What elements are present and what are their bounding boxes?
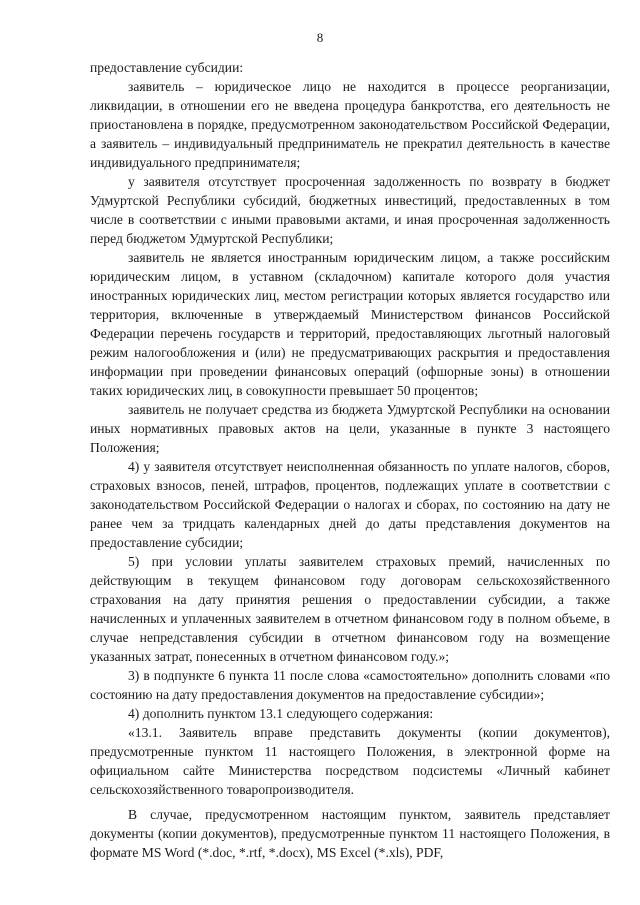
page-number: 8 (316, 30, 324, 45)
paragraph-item-3-amendment: 3) в подпункте 6 пункта 11 после слова «самостоятельно» дополнить словами «по состоянию на дату предоставления документов на предоставление субсидии»; (90, 668, 610, 702)
paragraph-item-4-addition: 4) дополнить пунктом 13.1 следующего содержания: (128, 706, 434, 721)
document-body (90, 58, 610, 862)
paragraph-item-5-insurance: 5) при условии уплаты заявителем страховых премий, начисленных по действующим в текущем финансовом году договорам сельскохозяйственного страхования на дату принятия решения о предоставлении субсидии, а также начисленных и уплаченных заявителем в отчетном финансовом году в полном объеме, в случае непредставления субсидии в отчетном финансовом году на возмещение указанных затрат, понесенных в отчетном финансовом году.»; (90, 554, 610, 664)
paragraph-intro: предоставление субсидии: (90, 60, 244, 75)
paragraph-document-formats: В случае, предусмотренном настоящим пунктом, заявитель представляет документы (копии документов), предусмотренные пунктом 11 настоящего Положения, в формате MS Word (*.doc, *.rtf, *.docx), MS Excel (*.xls), PDF, (90, 807, 610, 860)
paragraph-no-other-funds: заявитель не получает средства из бюджета Удмуртской Республики на основании иных нормативных правовых актов на цели, указанные в пункте 3 настоящего Положения; (90, 402, 610, 455)
paragraph-item-4-taxes: 4) у заявителя отсутствует неисполненная обязанность по уплате налогов, сборов, страховых взносов, пеней, штрафов, процентов, подлежащих уплате в соответствии с законодательством Российской Федерации о налогах и сборах, по состоянию на дату не ранее чем за тридцать календарных дней до даты представления документов на предоставление субсидии; (90, 459, 610, 550)
paragraph-section-13-1: «13.1. Заявитель вправе представить документы (копии документов), предусмотренные пунктом 11 настоящего Положения, в электронной форме на официальном сайте Министерства посредством подсистемы «Личный кабинет сельскохозяйственного товаропроизводителя. (90, 725, 610, 797)
paragraph-not-foreign-entity: заявитель не является иностранным юридическим лицом, а также российским юридическим лицом, в уставном (складочном) капитале которого доля участия иностранных юридических лиц, местом регистрации которых является государство или территория, включенные в утверждаемый Министерством финансов Российской Федерации перечень государств и территорий, предоставляющих льготный налоговый режим налогообложения и (или) не предусматривающих раскрытия и предоставления информации при проведении финансовых операций (офшорные зоны) в отношении таких юридических лиц, в совокупности превышает 50 процентов; (90, 250, 610, 398)
paragraph-no-overdue-debt: у заявителя отсутствует просроченная задолженность по возврату в бюджет Удмуртской Республики субсидий, бюджетных инвестиций, предоставленных в том числе в соответствии с иными правовыми актами, и иная просроченная задолженность перед бюджетом Удмуртской Республики; (90, 174, 610, 246)
paragraph-no-reorganization: заявитель – юридическое лицо не находится в процессе реорганизации, ликвидации, в отношении его не введена процедура банкротства, его деятельность не приостановлена в порядке, предусмотренном законодательством Российской Федерации, а заявитель – индивидуальный предприниматель не прекратил деятельность в качестве индивидуального предпринимателя; (90, 79, 610, 170)
